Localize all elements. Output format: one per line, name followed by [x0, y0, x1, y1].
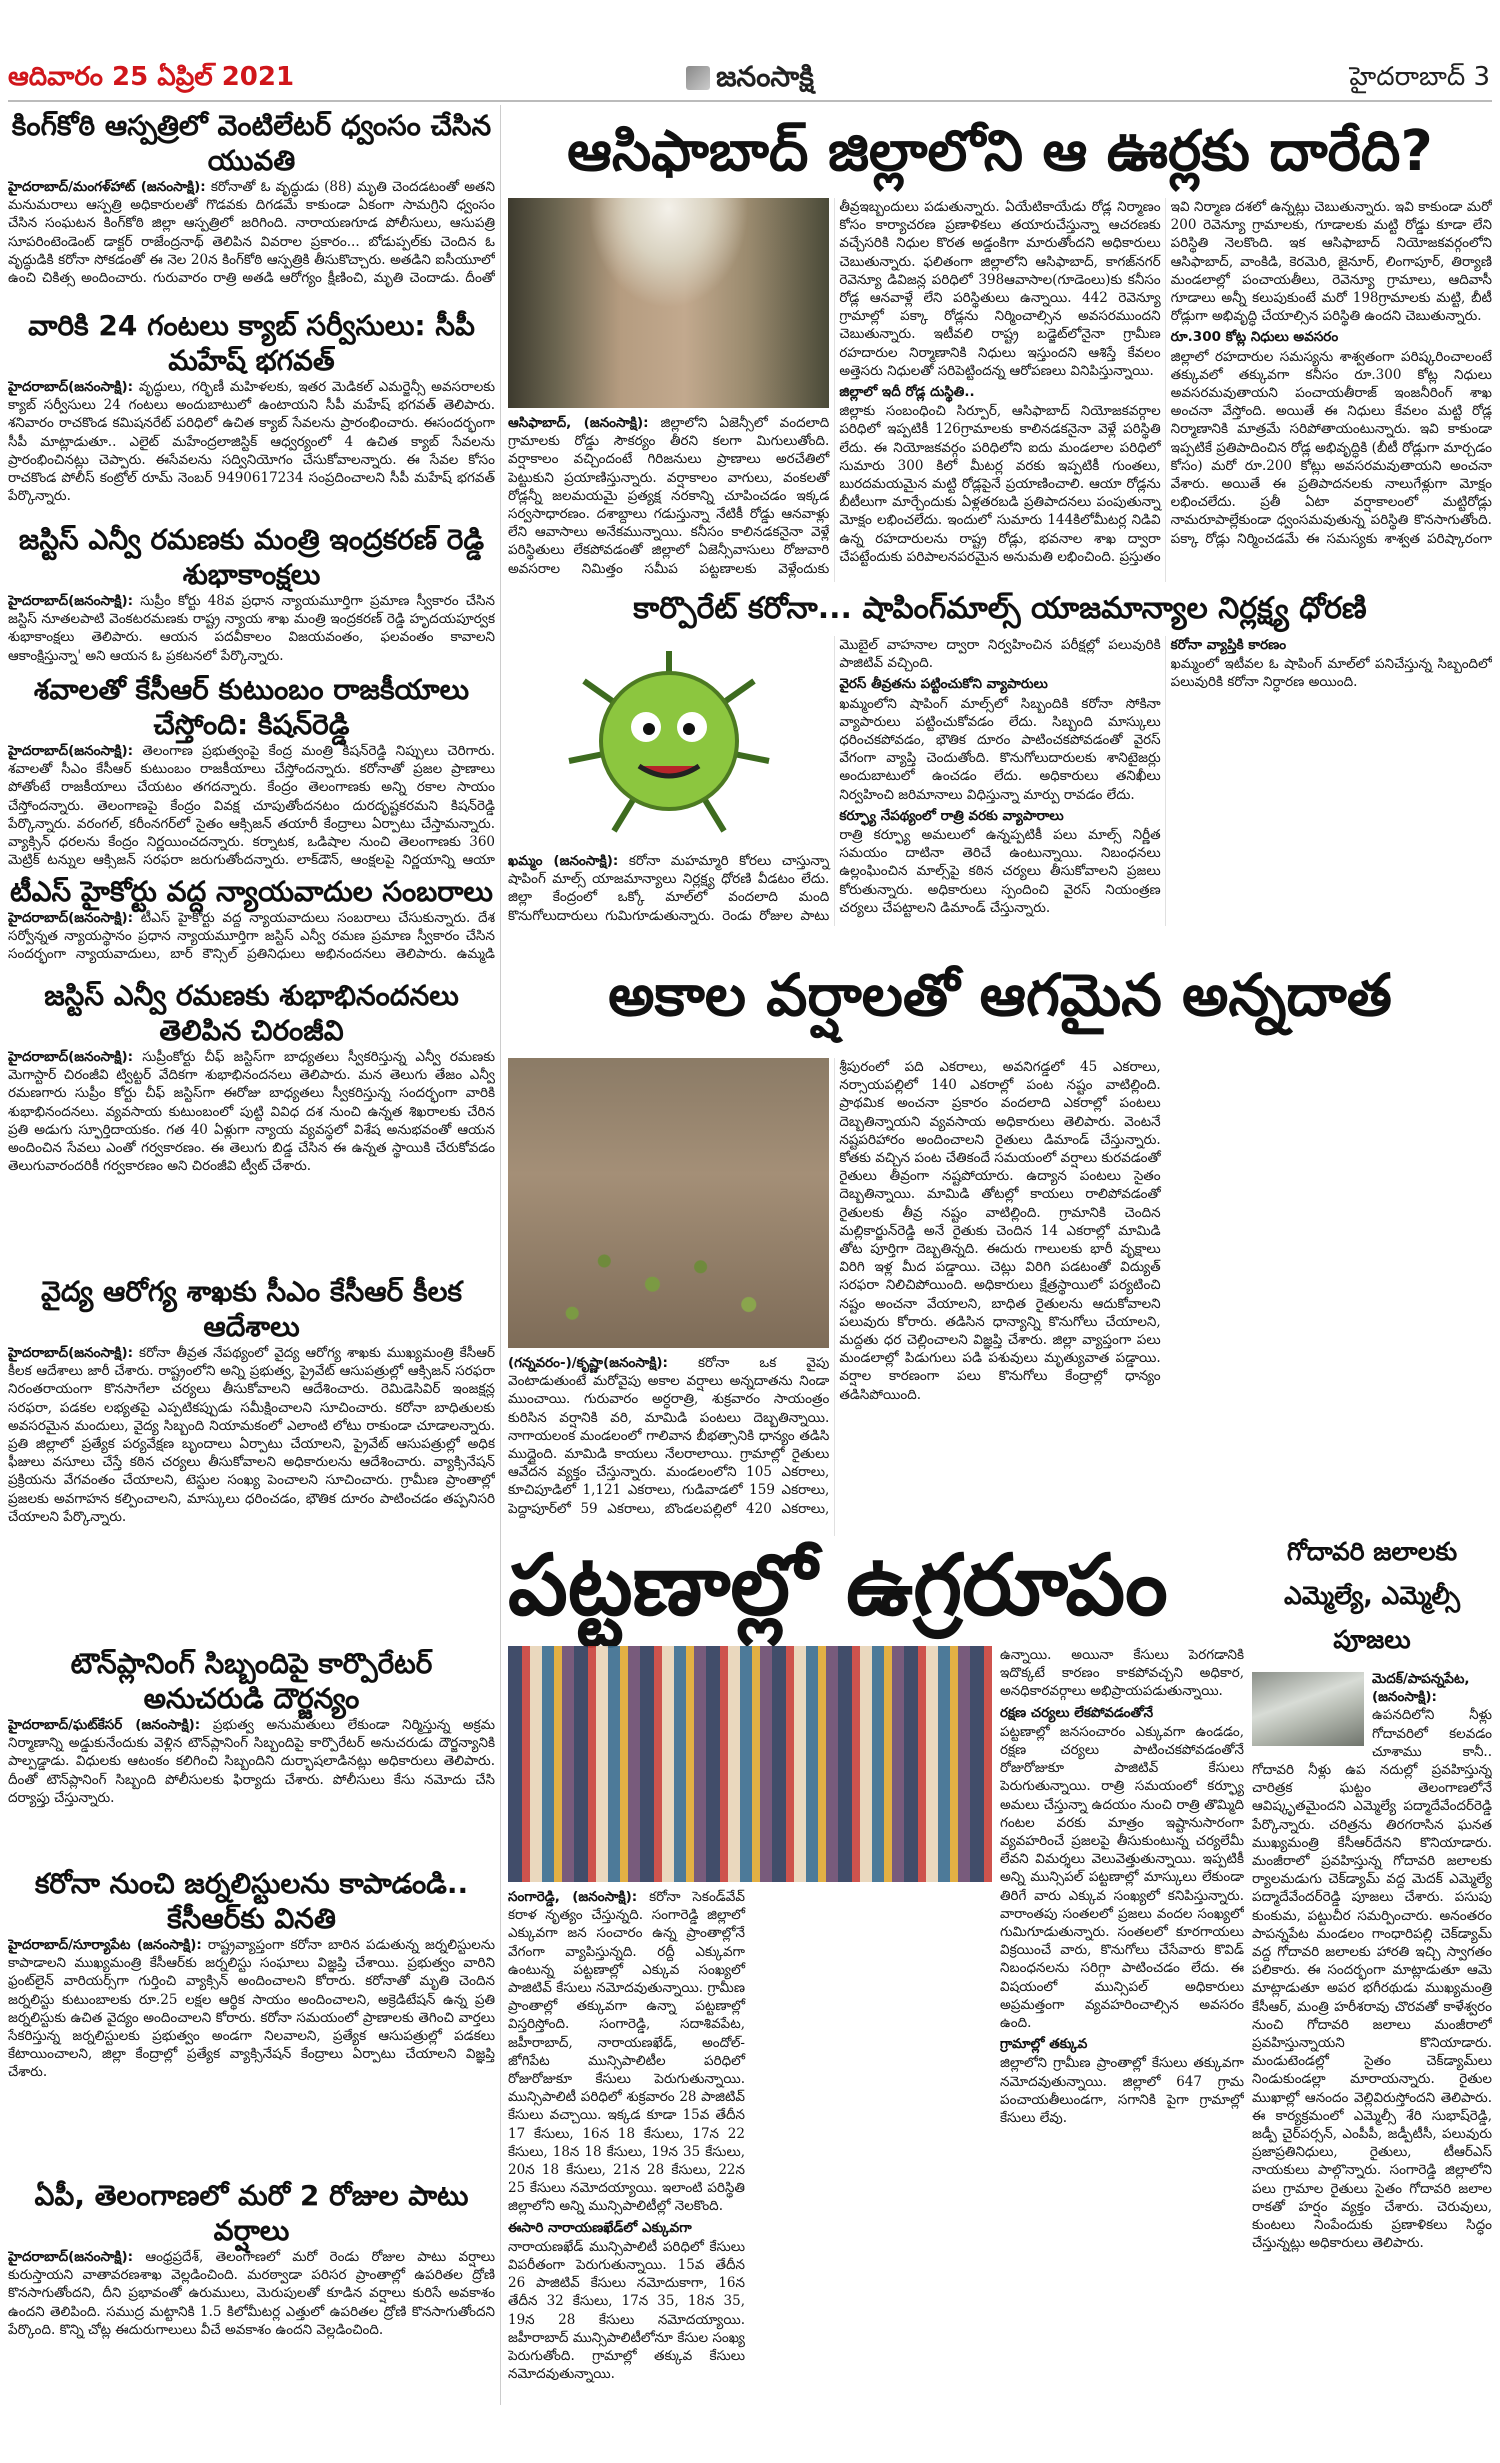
- subheading: జిల్లాలో ఇదీ రోడ్ల దుస్థితి..: [839, 384, 975, 401]
- pattanallo-headline: పట్టణాల్లో ఉగ్రరూపం: [508, 1536, 1168, 1634]
- dateline: హైదరాబాద్(జనంసాక్షి):: [8, 910, 134, 926]
- subheading: వైరస్ తీవ్రతను పట్టించుకోని వ్యాపారులు: [839, 676, 1048, 693]
- body-text: జిల్లాకు సంబంధించి సిర్పూర్, ఆసిఫాబాద్ నియోజకవర్గాల పరిధిలో ఇప్పటికీ 126గ్రామాలకు కాలినడకనైనా వెళ్లే పరిస్థితి లేదు. ఈ నియోజకవర్గం పరిధిలోని ఐదు మండలాల పరిధిలో సుమారు 300 కిలో మీటర్ల వరకు ఇప్పటికీ గుంతలు, బురదమయమైన మట్టి రోడ్లపైనే ప్రయాణించాలి. ఆయా రోడ్లను బీటీలుగా మార్చేందుకు ఏళ్లతరబడి ప్రతిపాదనలు పంపుతున్నా మోక్షం లభించలేదు. ఇందులో సుమారు 144కిలోమీటర్ల నిడివి ఉన్న రహదారులను రాష్ట్ర రోడ్లు, భవనాల శాఖ ద్వారా చేపట్టేందుకు పరిపాలనపరమైన అనుమతి లభించింది. ప్రస్తుతం ఇవి నిర్మాణ దశలో ఉన్నట్లు చెబుతున్నారు. ఇవి కాకుండా మరో 200 రెవెన్యూ గ్రామాలకు, గూడాలకు మట్టి రోడ్డు కూడా లేని పరిస్థితి నెలకొంది. ఇక ఆసిఫాబాద్ నియోజకవర్గంలోని ఆసిఫాబాద్, వాంకిడి, కెరమెరి, జైనూర్, లింగాపూర్, తిర్యాణి మండలాల్లో పంచాయతీలు, రెవెన్యూ గ్రామాలు, ఆదివాసీ గూడాలు అన్నీ కలుపుకుంటే మరో 198గ్రామాలకు మట్టి, బీటీ రోడ్లుగా అభివృద్ధి చేయాల్సిన పరిస్థితి ఉందని చెబుతున్నారు.: [839, 199, 1492, 565]
- article-headline: వైద్య ఆరోగ్య శాఖకు సీఎం కేసీఆర్ కీలక ఆదేశాలు: [40, 1275, 463, 1343]
- dateline: హైదరాబాద్(జనంసాక్షి):: [8, 743, 134, 759]
- body-text: ప్రభుత్వ అనుమతులు లేకుండా నిర్మిస్తున్న అక్రమ నిర్మాణాన్ని అడ్డుకునేందుకు వెళ్లిన టౌన్‌ప్లానింగ్ సిబ్బందిపై కార్పొరేటర్ అనుచరుడు దౌర్జన్యానికి పాల్పడ్డాడు. విధులకు ఆటంకం కలిగించి సిబ్బందిని దుర్భాషలాడినట్లు అధికారులు తెలిపారు. దీంతో టౌన్‌ప్లానింగ్ సిబ్బంది పోలీసులకు ఫిర్యాదు చేశారు. పోలీసులు కేసు నమోదు చేసి దర్యాప్తు చేస్తున్నారు.: [8, 1717, 495, 1806]
- article-indrakaran: [8, 522, 495, 668]
- corporate-article: [508, 636, 1492, 926]
- pattanallo-article-part1: [508, 1888, 992, 2406]
- dateline: హైదరాబాద్(జనంసాక్షి):: [8, 2249, 134, 2265]
- dateline: హైదరాబాద్(జనంసాక్షి):: [8, 1049, 134, 1065]
- asifabad-headline: ఆసిఫాబాద్ జిల్లాలోని ఆ ఊర్లకు దారేది?: [567, 119, 1433, 184]
- body-text: సుప్రీంకోర్టు చీఫ్ జస్టిస్‌గా బాధ్యతలు స్వీకరిస్తున్న ఎన్వీ రమణకు మెగాస్టార్ చిరంజీవి ట్విట్టర్ వేదికగా శుభాభినందనలు తెలిపారు. మన తెలుగు తేజం ఎన్వీ రమణగారు సుప్రీం కోర్టు చీఫ్ జస్టిస్‌గా ఈరోజు బాధ్యతలు స్వీకరిస్తున్న సందర్భంగా వారికి శుభాభినందనలు. వ్యవసాయ కుటుంబంలో పుట్టి వివిధ దశ నుంచి ఉన్నత శిఖరాలకు చేరిన ప్రతి అడుగు స్ఫూర్తిదాయకం. గత 40 ఏళ్లుగా న్యాయ వ్యవస్థలో విశేష అనుభవంతో ఆయన అందించిన సేవలు ఎంతో గర్వకారణం. ఈ తెలుగు బిడ్డ చేసిన ఈ ఉన్నత స్థాయికి చేరుకోవడం తెలుగువారందరికీ గర్వకారణం అని చిరంజీవి ట్వీట్ చేశారు.: [8, 1049, 495, 1175]
- dateline: ఖమ్మం (జనంసాక్షి):: [508, 853, 619, 869]
- dateline: (గన్నవరం-)/కృష్ణా(జనంసాక్షి):: [508, 1355, 668, 1371]
- article-headline: గోదావరి జలాలకు ఎమ్మెల్యే, ఎమ్మెల్సీ పూజలు: [1283, 1537, 1461, 1654]
- article-body: [8, 592, 495, 666]
- subheading: రూ.300 కోట్ల నిధులు అవసరం: [1170, 329, 1339, 346]
- body-text: ఉన్నాయి. అయినా కేసులు పెరగడానికి ఇదొక్కటే కారణం కాకపోవచ్చని అధికార, అనధికారవర్గాలు అభిప్రాయపడుతున్నాయి.: [1000, 1647, 1244, 1700]
- article-headline: కింగ్‌కోఠి ఆస్పత్రిలో వెంటిలేటర్ ధ్వంసం చేసిన యువతి: [11, 109, 492, 177]
- dateline: హైదరాబాద్(జనంసాక్షి):: [8, 593, 134, 609]
- body-text: ఉపనదిలోని నీళ్లు గోదావరిలో కలవడం చూశాము కానీ.. గోదావరి నీళ్లు ఉప నదుల్లో ప్రవహిస్తున్న చారిత్రక ఘట్టం తెలంగాణలోనే ఆవిష్కృతమైందని ఎమ్మెల్యే పద్మాదేవేందర్‌రెడ్డి పేర్కొన్నారు. చరిత్రను తిరగరాసిన ఘనత ముఖ్యమంత్రి కేసీఆర్‌దేనని కొనియాడారు. మంజీరాలో ప్రవహిస్తున్న గోదావరి జలాలకు ర్యాలమడుగు చెక్‌డ్యామ్ వద్ద మెదక్ ఎమ్మెల్యే పద్మాదేవేందర్‌రెడ్డి పూజలు చేశారు. పసుపు కుంకుమ, పట్టుచీర సమర్పించారు. అనంతరం పాపన్నపేట మండలం గాంధారిపల్లి చెక్‌డ్యామ్ వద్ద గోదావరి జలాలకు హారతి ఇచ్చి స్వాగతం పలికారు. ఈ సందర్భంగా మాట్లాడుతూ ఆమె మాట్లాడుతూ అపర భగీరథుడు ముఖ్యమంత్రి కేసీఆర్, మంత్రి హరీశరావు చొరవతో కాళేశ్వరం నుంచి గోదావరి జలాలు మంజీరాలో ప్రవహిస్తున్నాయని కొనియాడారు. మండుటెండల్లో సైతం చెక్‌డ్యామ్‌లు నిండుకుండల్లా మారాయన్నారు. రైతుల ముఖాల్లో ఆనందం వెల్లివిరుస్తోందని తెలిపారు. ఈ కార్యక్రమంలో ఎమ్మెల్సీ శేరి సుభాష్‌రెడ్డి, జడ్పీ చైర్‌పర్సన్, ఎంపీపీ, జడ్పీటీసీ, పలువురు ప్రజాప్రతినిధులు, రైతులు, టీఆర్ఎస్ నాయకులు పాల్గొన్నారు. సంగారెడ్డి జిల్లాలోని పలు గ్రామాల రైతులు సైతం గోదావరి జలాల రాకతో హర్షం వ్యక్తం చేశారు. చెరువులు, కుంటలు నింపేందుకు ప్రణాళికలు సిద్ధం చేస్తున్నట్లు అధికారులు తెలిపారు.: [1252, 1707, 1492, 2252]
- body-text: కరోనా ఒక వైపు వెంటాడుతుంటే మరోవైపు అకాల వర్షాలు అన్నదాతను నిండా ముంచాయి. గురువారం అర్ధరాత్రి, శుక్రవారం సాయంత్రం కురిసిన వర్షానికి వరి, మామిడి పంటలు దెబ్బతిన్నాయి. నాగాయలంక మండలంలో గాలివాన బీభత్సానికి ధాన్యం తడిసి ముద్దైంది. మామిడి కాయలు నేలరాలాయి. గ్రామాల్లో రైతులు ఆవేదన వ్యక్తం చేస్తున్నారు. మండలంలోని 105 ఎకరాలు, కూచిపూడిలో 1,121 ఎకరాలు, గుడివాడలో 159 ఎకరాలు, పెద్దాపూర్‌లో 59 ఎకరాలు, బొండలపల్లిలో 420 ఎకరాలు, శ్రీపురంలో పది ఎకరాలు, అవనిగడ్డలో 45 ఎకరాలు, నర్సాయపల్లిలో 140 ఎకరాల్లో పంట నష్టం వాటిల్లింది. ప్రాథమిక అంచనా ప్రకారం వందలాది ఎకరాల్లో పంటలు దెబ్బతిన్నాయని వ్యవసాయ అధికారులు తెలిపారు. వెంటనే నష్టపరిహారం అందించాలని రైతులు డిమాండ్ చేస్తున్నారు. కోతకు వచ్చిన పంట చేతికందే సమయంలో వర్షాలు కురవడంతో రైతులు తీవ్రంగా నష్టపోయారు. ఉద్యాన పంటలు సైతం దెబ్బతిన్నాయి. మామిడి తోటల్లో కాయలు రాలిపోవడంతో రైతులకు తీవ్ర నష్టం వాటిల్లింది. గ్రామానికి చెందిన మల్లికార్జున్‌రెడ్డి అనే రైతుకు చెందిన 14 ఎకరాల్లో మామిడి తోట పూర్తిగా దెబ్బతిన్నది. ఈదురు గాలులకు భారీ వృక్షాలు విరిగి ఇళ్ల మీద పడ్డాయి. చెట్లు విరిగి పడటంతో విద్యుత్ సరఫరా నిలిచిపోయింది. అధికారులు క్షేత్రస్థాయిలో పర్యటించి నష్టం అంచనా వేయాలని, బాధిత రైతులను ఆదుకోవాలని పలువురు కోరారు. తడిసిన ధాన్యాన్ని కొనుగోలు చేయాలని, మద్దతు ధర చెల్లించాలని విజ్ఞప్తి చేశారు. జిల్లా వ్యాప్తంగా పలు మండలాల్లో పిడుగులు పడి పశువులు మృత్యువాత పడ్డాయి. వర్షాల కారణంగా పలు కొనుగోలు కేంద్రాల్లో ధాన్యం తడిసిపోయింది.: [508, 1059, 1161, 1517]
- column-divider: [500, 105, 501, 2405]
- body-text: రాష్ట్రవ్యాప్తంగా కరోనా బారిన పడుతున్న జర్నలిస్టులను కాపాడాలని ముఖ్యమంత్రి కేసీఆర్‌కు జర్నలిస్టు సంఘాలు విజ్ఞప్తి చేశాయి. ప్రభుత్వం వారిని ఫ్రంట్‌లైన్ వారియర్స్‌గా గుర్తించి వ్యాక్సిన్ అందించాలని కోరారు. కరోనాతో మృతి చెందిన జర్నలిస్టు కుటుంబాలకు రూ.25 లక్షల ఆర్థిక సాయం అందించాలని, అక్రెడిటేషన్ ఉన్న ప్రతి జర్నలిస్టుకు ఉచిత వైద్యం అందించాలని కోరారు. కరోనా సమయంలో ప్రాణాలకు తెగించి వార్తలు సేకరిస్తున్న జర్నలిస్టులకు ప్రభుత్వం అండగా నిలవాలని, ప్రత్యేక ఆసుపత్రుల్లో పడకలు కేటాయించాలని, జిల్లా కేంద్రాల్లో ప్రత్యేక వ్యాక్సినేషన్ కేంద్రాలు ఏర్పాటు చేయాలని విజ్ఞప్తి చేశారు.: [8, 1937, 495, 2081]
- dateline: హైదరాబాద్(జనంసాక్షి):: [8, 1345, 134, 1361]
- article-headline: వారికి 24 గంటలు క్యాబ్ సర్వీసులు: సీపీ మహేష్ భగవత్: [28, 309, 475, 377]
- body-text: సుప్రీం కోర్టు 48వ ప్రధాన న్యాయమూర్తిగా ప్రమాణ స్వీకారం చేసిన జస్టిస్ నూతలపాటి వెంకటరమణకు రాష్ట్ర న్యాయ శాఖ మంత్రి ఇంద్రకరణ్ రెడ్డి హృదయపూర్వక శుభాకాంక్షలు తెలిపారు. ఆయన పదవీకాలం విజయవంతం, ఫలవంతం కావాలని ఆకాంక్షిస్తున్నా' అని ఆయన ఓ ప్రకటనలో పేర్కొన్నారు.: [8, 593, 495, 664]
- body-text: రాత్రి కర్ఫ్యూ అమలులో ఉన్నప్పటికీ పలు మాల్స్ నిర్ణీత సమయం దాటినా తెరిచే ఉంటున్నాయి. నిబంధనలు ఉల్లంఘించిన మాల్స్‌పై కఠిన చర్యలు తీసుకోవాలని ప్రజలు కోరుతున్నారు. అధికారులు స్పందించి వైరస్ నియంత్రణ చర్యలు చేపట్టాలని డిమాండ్ చేస్తున్నారు.: [839, 827, 1161, 916]
- article-body: [8, 178, 495, 288]
- subheading: కరోనా వ్యాప్తికి కారణం: [1170, 637, 1287, 653]
- article-town-planning: [8, 1646, 495, 1860]
- article-body: [8, 1048, 495, 1230]
- body-text: కరోనా మహమ్మారి కోరలు చాస్తున్నా షాపింగ్ మాల్స్ యాజమాన్యాలు నిర్లక్ష్య ధోరణి వీడటం లేదు. జిల్లా కేంద్రంలో ఒక్కో మాల్‌లో వందలాది మంది కొనుగోలుదారులు గుమిగూడుతున్నారు. రెండు రోజుల పాటు మొబైల్ వాహనాల ద్వారా నిర్వహించిన పరీక్షల్లో పలువురికి పాజిటివ్ వచ్చింది.: [508, 637, 1161, 924]
- subheading: గ్రామాల్లో తక్కువ: [1000, 2036, 1088, 2053]
- subheading: ఈసారి నారాయణఖేడ్‌లో ఎక్కువగా: [508, 2219, 692, 2236]
- body-text: కరోనా సెకండ్‌వేవ్ కరాళ నృత్యం చేస్తున్నది. సంగారెడ్డి జిల్లాలో ఎక్కువగా జన సంచారం ఉన్న ప్రాంతాల్లోనే వేగంగా వ్యాపిస్తున్నది. రద్దీ ఎక్కువగా ఉంటున్న పట్టణాల్లో ఎక్కువ సంఖ్యలో పాజిటివ్ కేసులు నమోదవుతున్నాయి. గ్రామీణ ప్రాంతాల్లో తక్కువగా ఉన్నా పట్టణాల్లో విస్తరిస్తోంది. సంగారెడ్డి, సదాశివపేట, జహీరాబాద్, నారాయణఖేడ్, అందోల్-జోగిపేట మున్సిపాలిటీల పరిధిలో రోజురోజుకూ కేసులు పెరుగుతున్నాయి. మున్సిపాలిటీ పరిధిలో శుక్రవారం 28 పాజిటివ్ కేసులు వచ్చాయి. ఇక్కడ కూడా 15వ తేదీన 17 కేసులు, 16న 18 కేసులు, 17న 22 కేసులు, 18న 18 కేసులు, 19న 35 కేసులు, 20న 18 కేసులు, 21న 28 కేసులు, 22న 25 కేసులు నమోదయ్యాయి. ఇలాంటి పరిస్థితి జిల్లాలోని అన్ని మున్సిపాలిటీల్లో నెలకొంది.: [508, 1889, 745, 2215]
- article-journalists: [8, 1866, 495, 2172]
- body-text: తెలంగాణ ప్రభుత్వంపై కేంద్ర మంత్రి కిషన్‌రెడ్డి నిప్పులు చెరిగారు. శవాలతో సీఎం కేసీఆర్ కుటుంబం రాజకీయాలు చేస్తోందన్నారు. కరోనాతో ప్రజల ప్రాణాలు పోతోంటే రాజకీయాలు చేయటం తగదన్నారు. కేంద్రం తెలంగాణకు అన్ని రకాల సాయం చేస్తోందన్నారు. తెలంగాణపై కేంద్రం వివక్ష చూపుతోందనటం దురదృష్టకరమని కిషన్‌రెడ్డి పేర్కొన్నారు. వరంగల్, కరీంనగర్‌లో సైతం ఆక్సిజన్ తయారీ కేంద్రాలు ఏర్పాటు చేస్తామన్నారు. వ్యాక్సిన్ ధరలను కేంద్రం నిర్ణయించదన్నారు. కర్నాటక, ఒడిషాల నుంచి తెలంగాణకు 360 మెట్రిక్ టన్నుల ఆక్సిజన్ సరఫరా జరుగుతోందన్నారు. లాక్‌డౌన్, ఆంక్షలపై నిర్ణయాన్ని ఆయా: [8, 743, 495, 869]
- article-godavari: [1252, 1530, 1492, 2406]
- logo-text: జనంసాక్షి: [716, 60, 814, 93]
- article-kcr-orders: [8, 1274, 495, 1640]
- body-text: ఖమ్మంలోని షాపింగ్ మాల్స్‌లో సిబ్బందికి కరోనా సోకినా వ్యాపారులు పట్టించుకోవడం లేదు. సిబ్బంది మాస్కులు ధరించకపోవడం, భౌతిక దూరం పాటించకపోవడంతో వైరస్ వేగంగా వ్యాప్తి చెందుతోంది. కొనుగోలుదారులకు శానిటైజర్లు అందుబాటులో ఉంచడం లేదు. అధికారులు తనిఖీలు నిర్వహించి జరిమానాలు విధిస్తున్నా మార్పు రావడం లేదు.: [839, 695, 1161, 803]
- dateline: హైదరాబాద్(జనంసాక్షి):: [8, 379, 134, 395]
- header-divider: [8, 100, 1492, 102]
- article-headline: కరోనా నుంచి జర్నలిస్టులను కాపాడండి.. కేసీఆర్‌కు వినతి: [34, 1867, 469, 1935]
- subheading: కర్ఫ్యూ నేపథ్యంలో రాత్రి వరకు వ్యాపారాలు: [839, 807, 1064, 824]
- virus-icon: [554, 641, 784, 841]
- article-rains: [8, 2178, 495, 2408]
- article-body: [1252, 1670, 1492, 2450]
- body-text: వృద్ధులు, గర్భిణీ మహిళలకు, ఇతర మెడికల్ ఎమర్జెన్సీ అవసరాలకు క్యాబ్ సర్వీసులు 24 గంటలు అందుబాటులో ఉంటాయని సీపీ మహేష్ భగవత్ తెలిపారు. శనివారం రాచకొండ కమిషనరేట్ పరిధిలో ఉచిత క్యాబ్ సేవలను ప్రారంభించారు. ఈసందర్భంగా సీపీ మాట్లాడుతూ.. ఎలైట్ మహేంద్రలాజిస్టిక్ ఆధ్వర్యంలో 4 ఉచిత క్యాబ్ సేవలను ప్రారంభించినట్లు చెప్పారు. ఈసేవలను సద్వినియోగం చేసుకోవాలన్నారు. ఈ సేవల కోసం రాచకొండ పోలీస్ కంట్రోల్ రూమ్ నెంబర్ 9490617234 సంప్రదించాలని సీపీ మహేష్ భగవత్ పేర్కొన్నారు.: [8, 379, 495, 505]
- crowd-market-photo: [508, 1646, 992, 1882]
- body-text: ఖమ్మంలో ఇటీవల ఓ షాపింగ్ మాల్‌లో పనిచేస్తున్న సిబ్బందిలో పలువురికి కరోనా నిర్ధారణ అయింది.: [1170, 656, 1492, 691]
- issue-date: ఆదివారం 25 ఏప్రిల్ 2021: [8, 62, 295, 92]
- logo-icon: [686, 66, 710, 90]
- body-text: ఆంధ్రప్రదేశ్, తెలంగాణలో మరో రెండు రోజుల పాటు వర్షాలు కురుస్తాయని వాతావరణశాఖ వెల్లడించింది. మరఠ్వాడా పరిసర ప్రాంతాల్లో ఉపరితల ద్రోణి కొనసాగుతోందని, దీని ప్రభావంతో ఉరుములు, మెరుపులతో కూడిన వర్షాలు కురిసే అవకాశం ఉందని తెలిపింది. సముద్ర మట్టానికి 1.5 కిలోమీటర్ల ఎత్తులో ఉపరితల ద్రోణి కొనసాగుతోందని పేర్కొంది. కొన్ని చోట్ల ఈదురుగాలులు వీచే అవకాశం ఉందని వెల్లడించింది.: [8, 2249, 495, 2338]
- article-highcourt: [8, 874, 495, 972]
- road-photo: [508, 198, 829, 408]
- body-text: జిల్లాలో రహదారుల సమస్యను శాశ్వతంగా పరిష్కరించాలంటే తక్కువలో తక్కువగా కనీసం రూ.300 కోట్ల నిధులు అవసరమవుతాయని పంచాయతీరాజ్ ఇంజనీరింగ్ శాఖ అంచనా వేస్తోంది. అయితే ఈ నిధులు కేవలం మట్టి రోడ్ల నిర్మాణానికి మాత్రమే సరిపోతాయంటున్నారు. ఇవి కాకుండా ఇప్పటికే ప్రతిపాదించిన రోడ్ల అభివృద్ధికి (బీటీ రోడ్లుగా మార్చడం కోసం) మరో రూ.200 కోట్లు అవసరమవుతాయని అంచనా వేశారు. అయితే ఈ ప్రతిపాదనలకు నాలుగేళ్లుగా మోక్షం లభించలేదు. ప్రతీ ఏటా వర్షాకాలంలో మట్టిరోడ్లు నామరూపాల్లేకుండా ధ్వంసమవుతున్న పరిస్థితి కొనసాగుతోంది. పక్కా రోడ్లు నిర్మించడమే ఈ సమస్యకు శాశ్వత పరిష్కారంగా: [1170, 348, 1492, 547]
- article-headline: టౌన్‌ప్లానింగ్ సిబ్బందిపై కార్పొరేటర్ అనుచరుడి దౌర్జన్యం: [70, 1647, 433, 1715]
- article-headline: టీఎస్ హైకోర్టు వద్ద న్యాయవాదుల సంబరాలు: [10, 875, 493, 908]
- virus-cartoon-image: [508, 636, 829, 846]
- dateline: సంగారెడ్డి, (జనంసాక్షి):: [508, 1889, 638, 1905]
- article-kingkoti: [8, 108, 495, 300]
- dateline: హైదరాబాద్/సూర్యాపేట (జనంసాక్షి):: [8, 1937, 202, 1953]
- body-text: జిల్లాలోని ఏజెన్సీలో వందలాది గ్రామాలకు రోడ్డు సౌకర్యం తీరని కలగా మిగులుతోంది. వర్షాకాలం వచ్చిందంటే గిరిజనులు ప్రాణాలు అరచేతిలో పెట్టుకుని ప్రయాణిస్తున్నారు. వర్షాకాలం వాగులు, వంకలతో రోడ్లన్నీ జలమయమై ప్రత్యక్ష నరకాన్ని చూపించడం ఇక్కడ సర్వసాధారణం. దశాబ్దాలు గడుస్తున్నా నేటికీ రోడ్డు ఆనవాళ్లు లేని ఆవాసాలు అనేకమున్నాయి. కనీసం కాలినడకనైనా వెళ్లే పరిస్థితులు లేకపోవడంతో జిల్లాలో ఏజెన్సీవాసులు రోజువారి అవసరాల నిమిత్తం సమీప పట్టణాలకు వెళ్లేందుకు తీవ్రఇబ్బందులు పడుతున్నారు. ఏయేటికాయేడు రోడ్ల నిర్మాణం కోసం కార్యాచరణ ప్రణాళికలు తయారుచేస్తున్నా ఆచరణకు వచ్చేసరికి నిధుల కొరత అడ్డంకిగా మారుతోందని అధికారులు చెబుతున్నారు. ఫలితంగా జిల్లాలోని ఆసిఫాబాద్, కాగజ్‌నగర్ రెవెన్యూ డివిజన్ల పరిధిలో 398ఆవాసాల(గూడెంలు)కు కనీసం రోడ్ల ఆనవాళ్లే లేని పరిస్థితులు ఉన్నాయి. 442 రెవెన్యూ గ్రామాల్లో పక్కా రోడ్లను నిర్మించాల్సిన అవసరముందని చెబుతున్నారు. ఇటీవలి రాష్ట్ర బడ్జెట్‌లోనైనా గ్రామీణ రహదారుల నిర్మాణానికి నిధులు ఇస్తుందని ఆశిస్తే కేవలం అత్తెసరు నిధులతో సరిపెట్టిందన్న ఆరోపణలు వినిపిస్తున్నాయి.: [508, 199, 1161, 577]
- body-text: టీఎస్ హైకోర్టు వద్ద న్యాయవాదులు సంబరాలు చేసుకున్నారు. దేశ సర్వోన్నత న్యాయస్థానం ప్రధాన న్యాయమూర్తిగా జస్టిస్ ఎన్వీ రమణ ప్రమాణ స్వీకారం చేసిన సందర్భంగా న్యాయవాదులు, బార్ కౌన్సిల్ ప్రతినిధులు అభినందనలు తెలిపారు. ఉమ్మడి: [8, 910, 495, 963]
- dateline: హైదరాబాద్/మంగళ్‌హాట్ (జనంసాక్షి):: [8, 179, 206, 195]
- newspaper-logo: [640, 60, 860, 100]
- article-cab-services: [8, 308, 495, 518]
- article-body: [8, 1344, 495, 1654]
- article-chiranjeevi: [8, 978, 495, 1268]
- dateline: హైదరాబాద్/ఘట్‌కేసర్ (జనంసాక్షి):: [8, 1717, 201, 1733]
- article-body: [8, 2248, 495, 2376]
- article-headline: శవాలతో కేసీఆర్ కుటుంబం రాజకీయాలు చేస్తోంది: కిషన్‌రెడ్డి: [33, 673, 470, 741]
- article-kishan-reddy: [8, 672, 495, 870]
- body-text: కరోనాతో ఓ వృద్ధుడు (88) మృతి చెందడటంతో అతని మనుమరాలు ఆస్పత్రి అధికారులతో గొడవకు దిగడమే కాకుండా ఏకంగా సామగ్రిని ధ్వంసం చేసిన సంఘటన కింగ్‌కోఠి జిల్లా ఆస్పత్రిలో జరిగింది. నారాయణగూడ పోలీసులు, ఆసుపత్రి సూపరింటెండెంట్ డాక్టర్ రాజేంద్రనాథ్ తెలిపిన వివరాల ప్రకారం... బోడుప్పల్‌కు చెందిన ఓ వృద్ధుడికి కరోనా సోకడంతో ఈ నెల 20న కింగ్‌కోఠి ఆస్పత్రికి తీసుకొచ్చారు. అతడిని ఐసీయూలో ఉంచి చికిత్స అందించారు. గురువారం రాత్రి అతడి ఆరోగ్యం క్షీణించి, మృతి చెందాడు. దీంతో: [8, 179, 495, 287]
- body-text: నారాయణఖేడ్ మున్సిపాలిటీ పరిధిలో కేసులు విపరీతంగా పెరుగుతున్నాయి. 15వ తేదీన 26 పాజిటివ్ కేసులు నమోదుకాగా, 16న తేదీన 32 కేసులు, 17న 35, 18న 35, 19న 28 కేసులు నమోదయ్యాయి. జహీరాబాద్ మున్సిపాలిటీలోనూ కేసుల సంఖ్య పెరుగుతోంది. గ్రామాల్లో తక్కువ కేసులు నమోదవుతున్నాయి.: [508, 2238, 745, 2383]
- dateline: మెదక్/పాపన్నపేట, (జనంసాక్షి):: [1372, 1671, 1470, 1706]
- article-body: [8, 378, 495, 506]
- asifabad-article: [508, 198, 1492, 582]
- fallen-mangoes-photo: [508, 1058, 829, 1348]
- dateline: ఆసిఫాబాద్, (జనంసాక్షి):: [508, 415, 649, 431]
- akala-article: [508, 1058, 1492, 1536]
- page-label: హైదరాబాద్ 3: [1349, 62, 1490, 92]
- pattanallo-article-part2: [1000, 1646, 1244, 2406]
- article-body: [8, 1936, 495, 2154]
- body-text: పట్టణాల్లో జనసంచారం ఎక్కువగా ఉండడం, రక్షణ చర్యలు పాటించకపోవడంతోనే రోజురోజుకూ పాజిటివ్ కేసులు పెరుగుతున్నాయి. రాత్రి సమయంలో కర్ఫ్యూ అమలు చేస్తున్నా ఉదయం నుంచి రాత్రి తొమ్మిది గంటల వరకు మాత్రం ఇష్టానుసారంగా వ్యవహరించే ప్రజలపై తీసుకుంటున్న చర్యలేమీ లేవని విమర్శలు వెలువెత్తుతున్నాయి. ఇప్పటికీ అన్ని మున్సిపల్ పట్టణాల్లో మాస్కులు లేకుండా తిరిగే వారు ఎక్కువ సంఖ్యలో కనిపిస్తున్నారు. వారాంతపు సంతలలో ప్రజలు వందల సంఖ్యలో గుమిగూడుతున్నారు. సంతలలో కూరగాయలు విక్రయించే వారు, కొనుగోలు చేసేవారు కొవిడ్ నిబంధనలను సరిగ్గా పాటించడం లేదు. ఈ విషయంలో మున్సిపల్ అధికారులు అప్రమత్తంగా వ్యవహరించాల్సిన అవసరం ఉంది.: [1000, 1723, 1244, 2032]
- body-text: జిల్లాలోని గ్రామీణ ప్రాంతాల్లో కేసులు తక్కువగా నమోదవుతున్నాయి. జిల్లాలో 647 గ్రామ పంచాయతీలుండగా, సగానికి పైగా గ్రామాల్లో కేసులు లేవు.: [1000, 2055, 1244, 2127]
- akala-headline: అకాల వర్షాలతో ఆగమైన అన్నదాత: [608, 961, 1392, 1029]
- article-body: [8, 909, 495, 965]
- article-body: [8, 1716, 495, 1844]
- article-headline: జస్టిస్ ఎన్వీ రమణకు మంత్రి ఇంద్రకరణ్ రెడ్డి శుభాకాంక్షలు: [18, 523, 485, 591]
- article-body: [8, 742, 495, 870]
- article-headline: ఏపీ, తెలంగాణలో మరో 2 రోజుల పాటు వర్షాలు: [34, 2179, 469, 2247]
- corporate-headline: కార్పొరేట్ కరోనా... షాపింగ్‌మాల్స్ యాజమాన్యాల నిర్లక్ష్య ధోరణి: [633, 591, 1367, 626]
- river-water-photo: [1252, 1672, 1364, 1746]
- body-text: కరోనా తీవ్రత నేపథ్యంలో వైద్య ఆరోగ్య శాఖకు ముఖ్యమంత్రి కేసీఆర్ కీలక ఆదేశాలు జారీ చేశారు. రాష్ట్రంలోని అన్ని ప్రభుత్వ, ప్రైవేట్ ఆసుపత్రుల్లో ఆక్సిజన్ సరఫరా నిరంతరాయంగా కొనసాగేలా చర్యలు తీసుకోవాలని ఆదేశించారు. రెమిడెసివిర్ ఇంజక్షన్ల సరఫరా, పడకల లభ్యతపై ఎప్పటికప్పుడు సమీక్షించాలని సూచించారు. కరోనా బాధితులకు అవసరమైన మందులు, వైద్య సిబ్బంది నియామకంలో ఎలాంటి లోటు రాకుండా చూడాలన్నారు. ప్రతి జిల్లాలో ప్రత్యేక పర్యవేక్షణ బృందాలు ఏర్పాటు చేయాలని, ప్రైవేట్ ఆసుపత్రుల్లో అధిక ఫీజులు వసూలు చేస్తే కఠిన చర్యలు తీసుకోవాలని అధికారులను ఆదేశించారు. వ్యాక్సినేషన్ ప్రక్రియను వేగవంతం చేయాలని, టెస్టుల సంఖ్య పెంచాలని సూచించారు. గ్రామీణ ప్రాంతాల్లో ప్రజలకు అవగాహన కల్పించాలని, మాస్కులు ధరించడం, భౌతిక దూరం పాటించడం తప్పనిసరి చేయాలని పేర్కొన్నారు.: [8, 1345, 495, 1525]
- subheading: రక్షణ చర్యలు లేకపోవడంతోనే: [1000, 1704, 1154, 1721]
- article-headline: జస్టిస్ ఎన్వీ రమణకు శుభాభినందనలు తెలిపిన చిరంజీవి: [44, 979, 459, 1047]
